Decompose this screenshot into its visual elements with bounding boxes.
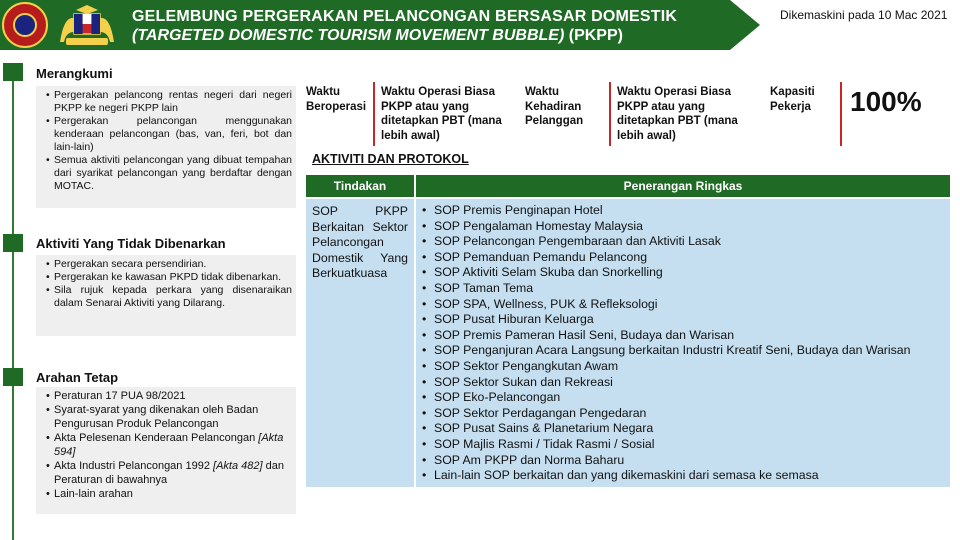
summary-item: • Semua aktiviti pelancongan yang dibuat tempahan dari syarikat pelancongan yang berdaftar dengan MOTAC. — [54, 154, 292, 193]
capacity-value: 100% — [850, 86, 922, 117]
sop-item: • SOP Pusat Sains & Planetarium Negara — [420, 421, 946, 437]
prohibited-panel — [36, 255, 296, 336]
prohibited-item: • Pergerakan secara persendirian. — [54, 258, 292, 271]
sop-item: • SOP Am PKPP dan Norma Baharu — [420, 453, 946, 469]
prohibited-item: • Pergerakan ke kawasan PKPD tidak dibenarkan. — [54, 271, 292, 284]
prohibited-title: Aktiviti Yang Tidak Dibenarkan — [36, 236, 226, 251]
sop-item: • SOP Sektor Perdagangan Pengedaran — [420, 406, 946, 422]
sop-item: • SOP Sektor Pengangkutan Awam — [420, 359, 946, 375]
table-cell-description — [416, 199, 950, 487]
sop-item: • Lain-lain SOP berkaitan dan yang dikemaskini dari semasa ke semasa — [420, 468, 946, 484]
subtitle-suffix: (PKPP) — [564, 27, 623, 44]
separator — [840, 82, 842, 146]
operating-hours-label: Waktu Beroperasi — [306, 86, 367, 113]
attendance-label: Waktu Kehadiran Pelanggan — [525, 86, 584, 127]
summary-title: Merangkumi — [36, 66, 113, 81]
attendance-value: Waktu Operasi Biasa PKPP atau yang ditetapkan PBT (mana lebih awal) — [617, 86, 738, 142]
capacity-label: Kapasiti Pekerja — [770, 86, 815, 113]
operating-hours-value: Waktu Operasi Biasa PKPP atau yang ditetapkan PBT (mana lebih awal) — [381, 86, 502, 142]
directive-item: • Syarat-syarat yang dikenakan oleh Badan Pengurusan Produk Pelancongan — [54, 403, 292, 431]
sop-item: • SOP Pemanduan Pemandu Pelancong — [420, 250, 946, 266]
sop-item: • SOP Pengalaman Homestay Malaysia — [420, 219, 946, 235]
sop-item: • SOP Penganjuran Acara Langsung berkaitan Industri Kreatif Seni, Budaya dan Warisan — [420, 343, 946, 359]
directives-panel — [36, 387, 296, 514]
section-marker — [3, 368, 23, 386]
sop-item: • SOP Taman Tema — [420, 281, 946, 297]
directive-item: • Akta Pelesenan Kenderaan Pelancongan [Akta 594] — [54, 431, 292, 459]
separator — [609, 82, 611, 146]
page-subtitle — [132, 27, 623, 45]
page-title: GELEMBUNG PERGERAKAN PELANCONGAN BERSASAR DOMESTIK — [132, 8, 678, 25]
updated-date: Dikemaskini pada 10 Mac 2021 — [780, 8, 948, 22]
prohibited-item: • Sila rujuk kepada perkara yang disenaraikan dalam Senarai Aktiviti yang Dilarang. — [54, 284, 292, 310]
sop-item: • SOP SPA, Wellness, PUK & Refleksologi — [420, 297, 946, 313]
summary-panel — [36, 86, 296, 208]
directive-item: • Akta Industri Pelancongan 1992 [Akta 482] dan Peraturan di bawahnya — [54, 459, 292, 487]
table-header-action: Tindakan — [306, 175, 414, 197]
sop-item: • SOP Premis Penginapan Hotel — [420, 203, 946, 219]
sop-item: • SOP Eko-Pelancongan — [420, 390, 946, 406]
sop-item: • SOP Aktiviti Selam Skuba dan Snorkelling — [420, 265, 946, 281]
police-logo-icon — [2, 2, 48, 48]
section-marker — [3, 234, 23, 252]
sop-item: • SOP Premis Pameran Hasil Seni, Budaya dan Warisan — [420, 328, 946, 344]
directive-item: • Peraturan 17 PUA 98/2021 — [54, 389, 292, 403]
sop-item: • SOP Pusat Hiburan Keluarga — [420, 312, 946, 328]
sop-item: • SOP Pelancongan Pengembaraan dan Aktiviti Lasak — [420, 234, 946, 250]
timeline-line — [12, 68, 14, 540]
separator — [373, 82, 375, 146]
sop-list — [420, 203, 946, 484]
table-cell-action: SOP PKPP Berkaitan Sektor Pelancongan Domestik Yang Berkuatkuasa — [306, 199, 414, 487]
table-header-description: Penerangan Ringkas — [416, 175, 950, 197]
summary-item: • Pergerakan pelancongan menggunakan kenderaan pelancongan (bas, van, feri, bot dan lain-lain) — [54, 115, 292, 154]
sop-item: • SOP Sektor Sukan dan Rekreasi — [420, 375, 946, 391]
section-marker — [3, 63, 23, 81]
directives-title: Arahan Tetap — [36, 370, 119, 385]
directive-item: • Lain-lain arahan — [54, 487, 292, 501]
coat-of-arms-icon — [56, 2, 118, 48]
activities-heading: AKTIVITI DAN PROTOKOL — [312, 152, 469, 166]
sop-item: • SOP Majlis Rasmi / Tidak Rasmi / Sosial — [420, 437, 946, 453]
subtitle-english: (TARGETED DOMESTIC TOURISM MOVEMENT BUBBLE) — [132, 27, 565, 44]
summary-item: • Pergerakan pelancong rentas negeri dari negeri PKPP ke negeri PKPP lain — [54, 89, 292, 115]
